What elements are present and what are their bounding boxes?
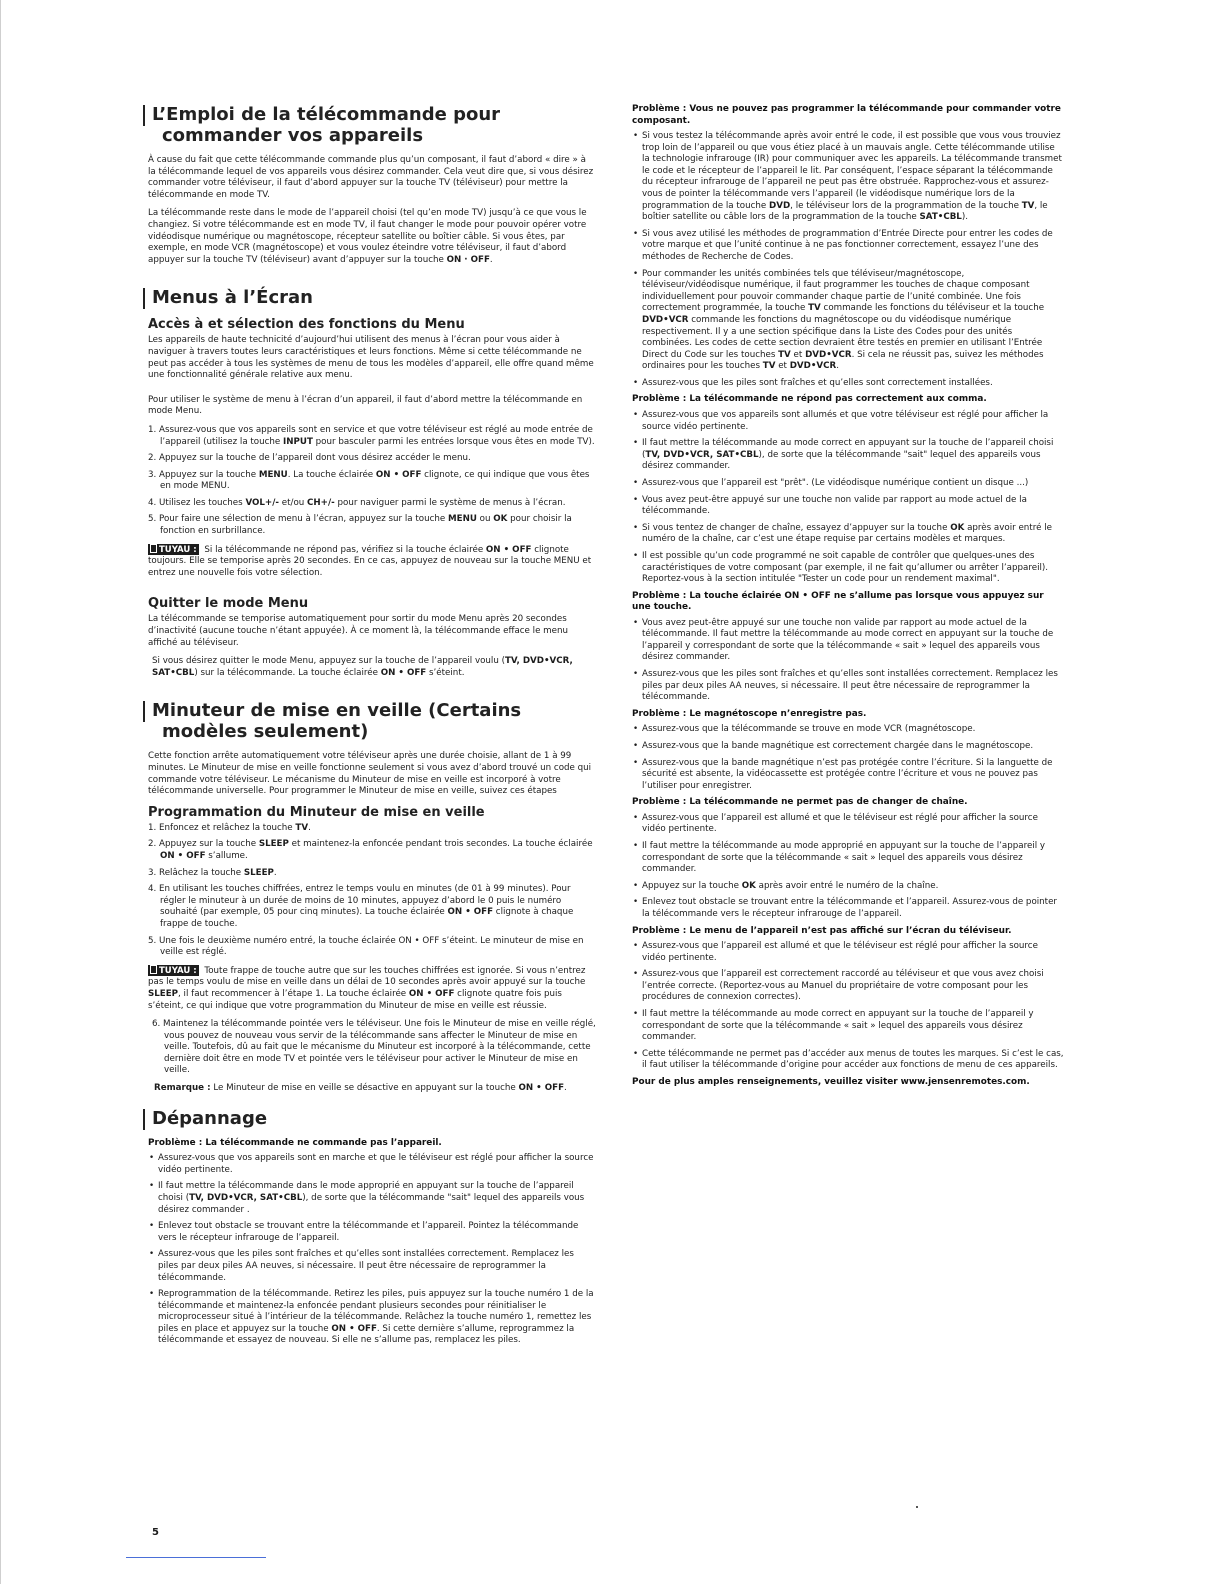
problem-heading: Problème : Le magnétoscope n’enregistre pas. [632,708,867,719]
remark: Remarque : Le Minuteur de mise en veille se désactive en appuyant sur la touche ON • OFF. [154,1083,567,1094]
problem-heading: Problème : La télécommande ne commande pas l’appareil. [148,1137,442,1148]
list-item: • Si vous testez la télécommande après avoir entré le code, il est possible que vous vous trouviez trop loin de l’appareil ou que vous étiez placé à un mauvais angle. Cette télécommande utilise la technologie infrarouge (IR) pour communiquer avec les appareils. La télécommande transmet le code et le récepteur de l’appareil le lit. Par conséquent, l’espace séparant la télécommande du récepteur infrarouge de l’appareil ne peut pas être obstruée. Rapprochez-vous et assurez-vous de pointer la télécommande vers l’appareil (le vidéodisque numérique lors de la programmation de la touche DVD, le téléviseur lors de la programmation de la touche TV, le boîtier satellite ou câble lors de la programmation de la touche SAT•CBL). [632,131,1064,224]
title-bar [143,288,145,309]
list-item: • Il faut mettre la télécommande au mode approprié en appuyant sur la touche de l’appareil y correspondant de sorte que la télécommande « sait » lequel des appareils vous désirez commander. [632,841,1064,876]
bullet-list [632,410,1064,586]
section-title-menus: Menus à l’Écran [148,287,596,308]
scan-dot [916,1506,918,1508]
steps-list [148,1019,596,1077]
list-item: • Enlevez tout obstacle se trouvant entre la télécommande et l’appareil. Assurez-vous de pointer la télécommande vers le récepteur infrarouge de l’appareil. [632,897,1064,920]
list-item: • Assurez-vous que les piles sont fraîches et qu’elles sont correctement installées. [632,378,1064,390]
problem-heading: Problème : La télécommande ne répond pas correctement aux comma. [632,394,987,405]
list-item: • Pour commander les unités combinées tels que téléviseur/magnétoscope, téléviseur/vidéodisque numérique, il faut programmer les touches de chaque composant individuellement pour pouvoir commander chaque partie de l’unité combinée. Une fois correctement programmée, la touche TV commande les fonctions du téléviseur et la touche DVD•VCR commande les fonctions du magnétoscope ou du vidéodisque numérique respectivement. Il y a une section spécifique dans la Liste des Codes pour des unités combinées. Les codes de cette section devraient être testés en premier en utilisant l’Entrée Direct du Code sur les touches TV et DVD•VCR. Si cela ne réussit pas, suivez les méthodes ordinaires pour les touches TV et DVD•VCR. [632,269,1064,373]
bullet-list [632,813,1064,921]
problem-heading: Problème : La touche éclairée ON • OFF ne s’allume pas lorsque vous appuyez sur une touche. [632,590,1044,613]
steps-list [148,425,596,538]
list-item: • Assurez-vous que l’appareil est "prêt". (Le vidéodisque numérique contient un disque ...) [632,478,1064,490]
bullet-list [632,618,1064,704]
footer-note: Pour de plus amples renseignements, veuillez visiter www.jensenremotes.com. [632,1077,1030,1087]
bullet-list [148,1153,596,1347]
paragraph: La télécommande reste dans le mode de l’appareil choisi (tel qu’en mode TV) jusqu’à ce que vous le changiez. Si votre télécommande est en mode TV, il faut changer le mode pour pouvoir opérer votre vidéodisque numérique ou magnétoscope, récepteur satellite ou boîtier câble. Si vous êtes, par exemple, en mode VCR (magnétoscope) et vous voulez éteindre votre téléviseur, il faut d’abord appuyer sur la touche TV (téléviseur) avant d’appuyer sur la touche ON · OFF. [148,208,587,265]
step: 5. Une fois le deuxième numéro entré, la touche éclairée ON • OFF s’éteint. Le minuteur de mise en veille est réglé. [148,935,584,958]
bullet-list [632,131,1064,389]
step: 1. Assurez-vous que vos appareils sont en service et que votre téléviseur est réglé au mode entrée de l’appareil (utilisez la touche INPUT pour basculer parmi les entrées lorsque vous êtes en mode TV). [148,424,595,447]
left-column [148,104,596,1352]
list-item: • Il faut mettre la télécommande au mode correct en appuyant sur la touche de l’appareil y correspondant de sorte que la télécommande « sait » lequel des appareils vous désirez commander. [632,1009,1064,1044]
list-item: • Assurez-vous que les piles sont fraîches et qu’elles sont installées correctement. Remplacez les piles par deux piles AA neuves, si nécessaire. Il peut être nécessaire de reprogrammer la télécommande. [148,1249,596,1284]
list-item: • Vous avez peut-être appuyé sur une touche non valide par rapport au mode actuel de la télécommande. Il faut mettre la télécommande au mode correct en appuyant sur la touche de l’appareil y correspondant de sorte que la télécommande « sait » lequel des appareils vous désirez commander. [632,618,1064,664]
tip-paragraph: TUYAU : Si la télécommande ne répond pas, vérifiez si la touche éclairée ON • OFF clignote toujours. Elle se temporise après 20 secondes. En ce cas, appuyez de nouveau sur la touche MENU et entrez une nouvelle fois votre sélection. [148,544,592,578]
section-title-troubleshooting: Dépannage [148,1108,596,1129]
title-bar [143,105,145,126]
tip-paragraph: TUYAU : Toute frappe de touche autre que sur les touches chiffrées est ignorée. Si vous n’entrez pas le temps voulu de mise en veille dans un délai de 10 secondes après avoir appuyé sur la touche SLEEP, il faut recommencer à l’étape 1. La touche éclairée ON • OFF clignote quatre fois puis s’éteint, ce qui indique que votre programmation du Minuteur de mise en veille est réussie. [148,965,586,1011]
list-item: • Assurez-vous que vos appareils sont en marche et que le téléviseur est réglé pour afficher la source vidéo pertinente. [148,1153,596,1176]
paragraph: À cause du fait que cette télécommande commande plus qu’un composant, il faut d’abord « dire » à la télécommande lequel de vos appareils vous désirez commander. Cela veut dire que, si vous désirez commander votre téléviseur, il faut d’abord appuyer sur la touche TV (téléviseur) pour mettre la télécommande en mode TV. [148,155,594,200]
list-item: • Assurez-vous que vos appareils sont allumés et que votre téléviseur est réglé pour afficher la source vidéo pertinente. [632,410,1064,433]
step: 4. En utilisant les touches chiffrées, entrez le temps voulu en minutes (de 01 à 99 minutes). Pour régler le minuteur à un durée de moins de 10 minutes, appuyez d’abord le 0 puis le numéro souhaité (par exemple, 05 pour cinq minutes). La touche éclairée ON • OFF clignote à chaque frappe de touche. [148,884,574,929]
paragraph: Cette fonction arrête automatiquement votre téléviseur après une durée choisie, allant de 1 à 99 minutes. Le Minuteur de mise en veille fonctionne seulement si vous avez d’abord trouvé un code qui commande votre téléviseur. Le mécanisme du Minuteur de mise en veille est incorporé à votre télécommande universelle. Pour programmer le Minuteur de mise en veille, suivez ces étapes [148,751,592,797]
step: 2. Appuyez sur la touche SLEEP et maintenez-la enfoncée pendant trois secondes. La touche éclairée ON • OFF s’allume. [148,839,593,861]
subsection-title: Programmation du Minuteur de mise en veille [148,804,485,820]
list-item: • Il faut mettre la télécommande au mode correct en appuyant sur la touche de l’appareil choisi (TV, DVD•VCR, SAT•CBL), de sorte que la télécommande "sait" lequel des appareils vous désirez commander. [632,438,1064,473]
title-bar [143,1109,145,1130]
list-item: • Il est possible qu’un code programmé ne soit capable de contrôler que quelques-unes des caractéristiques de votre composant (par exemple, il ne fait qu’allumer ou arrêter l’appareil). Reportez-vous à la section intitulée "Tester un code pour un rendement maximal". [632,551,1064,586]
list-item: • Assurez-vous que la télécommande se trouve en mode VCR (magnétoscope. [632,724,1064,736]
list-item: • Vous avez peut-être appuyé sur une touche non valide par rapport au mode actuel de la télécommande. [632,495,1064,518]
footer-link-line [126,1557,266,1558]
right-column [632,104,1064,1093]
tip-badge: TUYAU : [148,544,199,555]
list-item: • Assurez-vous que les piles sont fraîches et qu’elles sont installées correctement. Remplacez les piles par deux piles AA neuves, si nécessaire. Il peut être nécessaire de reprogrammer la télécommande. [632,669,1064,704]
bullet-list [632,941,1064,1072]
list-item: • Si vous tentez de changer de chaîne, essayez d’appuyer sur la touche OK après avoir entré le numéro de la chaîne, car c’est une étape requise par certains modèles et marques. [632,523,1064,546]
problem-heading: Problème : Vous ne pouvez pas programmer la télécommande pour commander votre composant. [632,104,1061,126]
subsection-title: Accès à et sélection des fonctions du Menu [148,317,465,333]
step: 5. Pour faire une sélection de menu à l’écran, appuyez sur la touche MENU ou OK pour choisir la fonction en surbrillance. [148,514,572,537]
step: 6. Maintenez la télécommande pointée vers le téléviseur. Une fois le Minuteur de mise en veille réglé, vous pouvez de nouveau vous servir de la télécommande sans affecter le Minuteur de mise en veille. Toutefois, dû au fait que le mécanisme du Minuteur est incorporé à la télécommande, cette dernière doit être en mode TV et pointée vers le téléviseur pour activer le Minuteur de mise en veille. [152,1019,596,1076]
page-number: 5 [152,1527,159,1538]
step: 4. Utilisez les touches VOL+/- et/ou CH+/- pour naviguer parmi le système de menus à l’écran. [148,497,566,508]
tip-icon [150,544,157,553]
list-item: • Reprogrammation de la télécommande. Retirez les piles, puis appuyez sur la touche numéro 1 de la télécommande et maintenez-la enfoncée pendant plusieurs secondes pour réinitialiser le microprocesseur situé à l’intérieur de la télécommande. Relâchez la touche numéro 1, remettez les piles en place et appuyez sur la touche ON • OFF. Si cette dernière s’allume, reprogrammez la télécommande et essayez de nouveau. Si elle ne s’allume pas, remplacez les piles. [148,1289,596,1347]
list-item: • Il faut mettre la télécommande dans le mode approprié en appuyant sur la touche de l’appareil choisi (TV, DVD•VCR, SAT•CBL), de sorte que la télécommande "sait" lequel des appareils vous désirez commander . [148,1181,596,1216]
paragraph: La télécommande se temporise automatiquement pour sortir du mode Menu après 20 secondes d’inactivité (aucune touche n’étant appuyée). À ce moment là, la télécommande efface le menu affiché au téléviseur. [148,614,568,648]
subsection-title: Quitter le mode Menu [148,596,309,612]
page-edge [0,0,1,1584]
steps-list [148,823,596,959]
problem-heading: Problème : La télécommande ne permet pas de changer de chaîne. [632,797,968,808]
paragraph: Les appareils de haute technicité d’aujourd’hui utilisent des menus à l’écran pour vous aider à naviguer à travers toutes leurs caractéristiques et leurs fonctions. Même si cette télécommande ne peut pas accéder à tous les systèmes de menu de tous les modèles d’appareil, elle offre quand même une fonctionnalité générale relative aux menu. [148,335,594,381]
section-title-remote-usage: L’Emploi de la télécommande pour commander vos appareils [148,104,596,146]
bullet-list [632,724,1064,792]
section-title-sleep-timer: Minuteur de mise en veille (Certains modèles seulement) [148,700,596,742]
paragraph: Pour utiliser le système de menu à l’écran d’un appareil, il faut d’abord mettre la télécommande en mode Menu. [148,394,583,417]
list-item: • Assurez-vous que la bande magnétique est correctement chargée dans le magnétoscope. [632,741,1064,753]
list-item: • Si vous avez utilisé les méthodes de programmation d’Entrée Directe pour entrer les codes de votre marque et que l’unité continue à ne pas fonctionner correctement, essayez l’une des méthodes de Recherche de Codes. [632,229,1064,264]
list-item: • Assurez-vous que l’appareil est allumé et que le téléviseur est réglé pour afficher la source vidéo pertinente. [632,941,1064,964]
list-item: • Cette télécommande ne permet pas d’accéder aux menus de toutes les marques. Si c’est le cas, il faut utiliser la télécommande d’origine pour accéder aux fonctions de menu de ces appareils. [632,1049,1064,1072]
step: 1. Enfoncez et relâchez la touche TV. [148,822,311,833]
tip-icon [150,965,157,974]
list-item: • Appuyez sur la touche OK après avoir entré le numéro de la chaîne. [632,881,1064,893]
step: 2. Appuyez sur la touche de l’appareil dont vous désirez accéder le menu. [148,453,471,464]
paragraph: Si vous désirez quitter le mode Menu, appuyez sur la touche de l’appareil voulu (TV, DVD•VCR, SAT•CBL) sur la télécommande. La touche éclairée ON • OFF s’éteint. [152,656,573,678]
tip-badge: TUYAU : [148,965,199,976]
step: 3. Appuyez sur la touche MENU. La touche éclairée ON • OFF clignote, ce qui indique que vous êtes en mode MENU. [148,469,590,492]
list-item: • Assurez-vous que l’appareil est allumé et que le téléviseur est réglé pour afficher la source vidéo pertinente. [632,813,1064,836]
title-bar [143,701,145,722]
list-item: • Enlevez tout obstacle se trouvant entre la télécommande et l’appareil. Pointez la télécommande vers le récepteur infrarouge de l’appareil. [148,1221,596,1244]
list-item: • Assurez-vous que la bande magnétique n’est pas protégée contre l’écriture. Si la languette de sécurité est absente, la vidéocassette est protégée contre l’écriture et vous ne pouvez pas l’utiliser pour enregistrer. [632,758,1064,793]
problem-heading: Problème : Le menu de l’appareil n’est pas affiché sur l’écran du téléviseur. [632,925,1012,936]
step: 3. Relâchez la touche SLEEP. [148,867,277,878]
list-item: • Assurez-vous que l’appareil est correctement raccordé au téléviseur et que vous avez choisi l’entrée correcte. (Reportez-vous au Manuel du propriétaire de votre composant pour les procédures de connexion correctes). [632,969,1064,1004]
